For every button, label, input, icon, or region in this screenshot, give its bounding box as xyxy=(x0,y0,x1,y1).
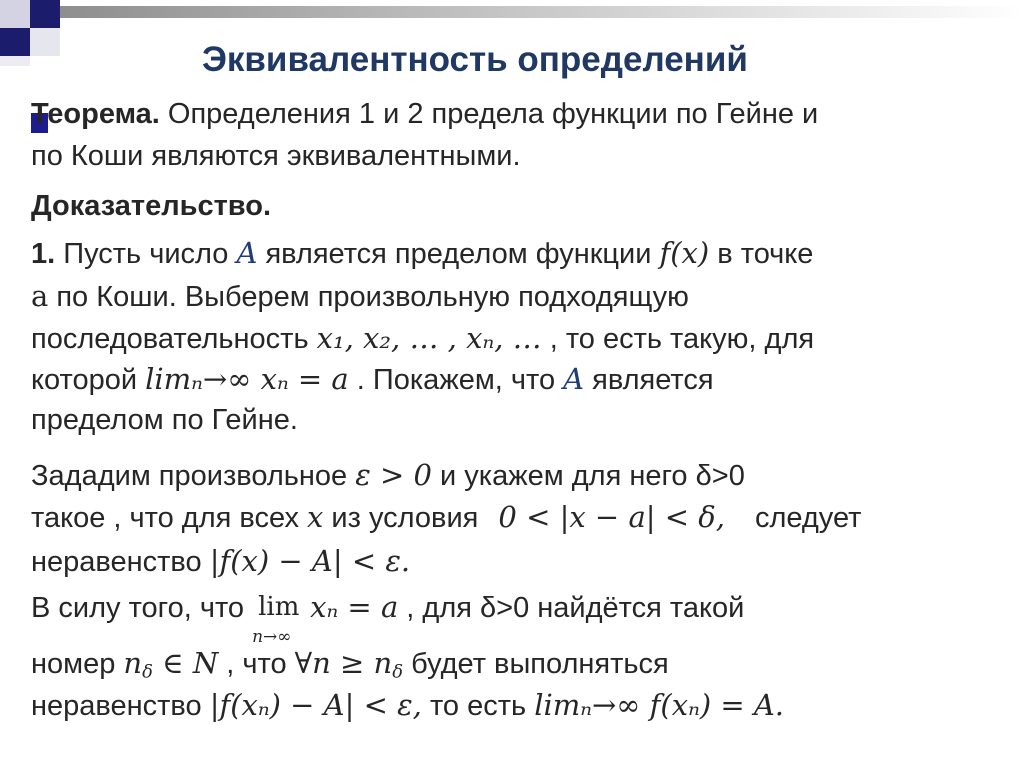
title-bar-gradient xyxy=(60,6,1024,18)
theorem-line-1 xyxy=(31,97,818,131)
para3-text-b: , для δ>0 найдётся такой xyxy=(398,592,745,624)
math-inequality-fx: |f(x) − A| < ε. xyxy=(209,544,411,578)
math-inequality-fxn: |f(xₙ) − A| < ε, xyxy=(209,688,422,722)
step1-text-b: является пределом функции xyxy=(257,238,660,270)
step1-line-5: пределом по Гейне. xyxy=(31,404,298,436)
para2-text-c: такое , что для всех xyxy=(31,502,308,534)
decor-square-2 xyxy=(30,0,60,28)
para2-line-1 xyxy=(31,458,745,493)
step1-line-3 xyxy=(31,321,814,356)
para3-text-a: В силу того, что xyxy=(31,592,253,624)
step1-line-4 xyxy=(31,362,714,397)
para3-text-c: номер xyxy=(31,648,124,680)
para2-line-3 xyxy=(31,544,410,579)
para3-line-3 xyxy=(31,688,784,723)
para3-text-d: , что xyxy=(218,648,295,680)
para2-text-b: и укажем для него xyxy=(431,460,696,492)
math-limit-xn: limₙ→∞ xₙ = a xyxy=(145,362,349,396)
math-limit-fxn: limₙ→∞ f(xₙ) = A. xyxy=(534,688,785,722)
theorem-text-1: Определения 1 и 2 предела функции по Гейне и xyxy=(159,98,819,130)
math-forall-subscript: δ xyxy=(392,661,404,683)
step1-line-1 xyxy=(31,236,813,271)
math-A: A xyxy=(236,236,258,270)
step1-text-h: . Покажем, что xyxy=(348,364,564,396)
math-fx: f(x) xyxy=(659,236,710,270)
math-condition: 0 < |x − a| < δ, xyxy=(498,500,725,534)
decor-square-3 xyxy=(0,28,30,56)
para2-text-f: неравенство xyxy=(31,546,210,578)
slide-title: Эквивалентность определений xyxy=(202,40,748,79)
step1-text-g: которой xyxy=(31,364,146,396)
decor-square-1 xyxy=(0,0,30,28)
step1-text-f: , то есть такую, для xyxy=(541,323,815,355)
math-sequence: x₁, x₂, … , xₙ, … xyxy=(316,321,542,355)
para3-line-2 xyxy=(31,646,669,681)
math-limit-expr: xₙ = a xyxy=(310,590,399,624)
para3-line-1 xyxy=(31,590,745,647)
step1-text-d: по Коши. Выберем произвольную подходящую xyxy=(48,281,689,313)
math-A-2: A xyxy=(563,362,585,396)
math-x: x xyxy=(307,500,324,534)
step1-line-2 xyxy=(31,279,689,314)
math-in-N: ∈ N xyxy=(152,646,219,680)
math-lim-word: lim xyxy=(258,592,300,622)
math-limit-block xyxy=(252,590,310,647)
math-a: a xyxy=(31,279,49,313)
para3-text-e: будет выполняться xyxy=(403,648,669,680)
step1-text-i: является xyxy=(584,364,714,396)
para2-text-d: из условия xyxy=(323,502,487,534)
math-delta-positive: δ>0 xyxy=(695,460,745,492)
step1-text-c: в точке xyxy=(709,238,814,270)
para3-text-g: то есть xyxy=(421,690,535,722)
theorem-line-2: по Коши являются эквивалентными. xyxy=(31,140,521,172)
math-lim-subscript: n→∞ xyxy=(252,627,292,647)
math-eps-positive: ε > 0 xyxy=(355,458,432,492)
theorem-label: Теорема. xyxy=(31,98,160,130)
math-n: n xyxy=(123,646,143,680)
para2-text-a: Зададим произвольное xyxy=(31,460,356,492)
para2-line-2 xyxy=(31,500,861,535)
math-n-subscript: δ xyxy=(142,661,153,683)
step1-text-e: последовательность xyxy=(31,323,317,355)
para3-text-f: неравенство xyxy=(31,690,210,722)
para2-text-e: следует xyxy=(754,502,862,534)
decor-square-5 xyxy=(0,56,30,66)
proof-label: Доказательство. xyxy=(31,190,272,222)
step1-text-a: Пусть число xyxy=(55,238,237,270)
decor-square-4 xyxy=(30,28,60,56)
math-forall: ∀n ≥ n xyxy=(294,646,393,680)
step1-number: 1. xyxy=(31,238,56,270)
